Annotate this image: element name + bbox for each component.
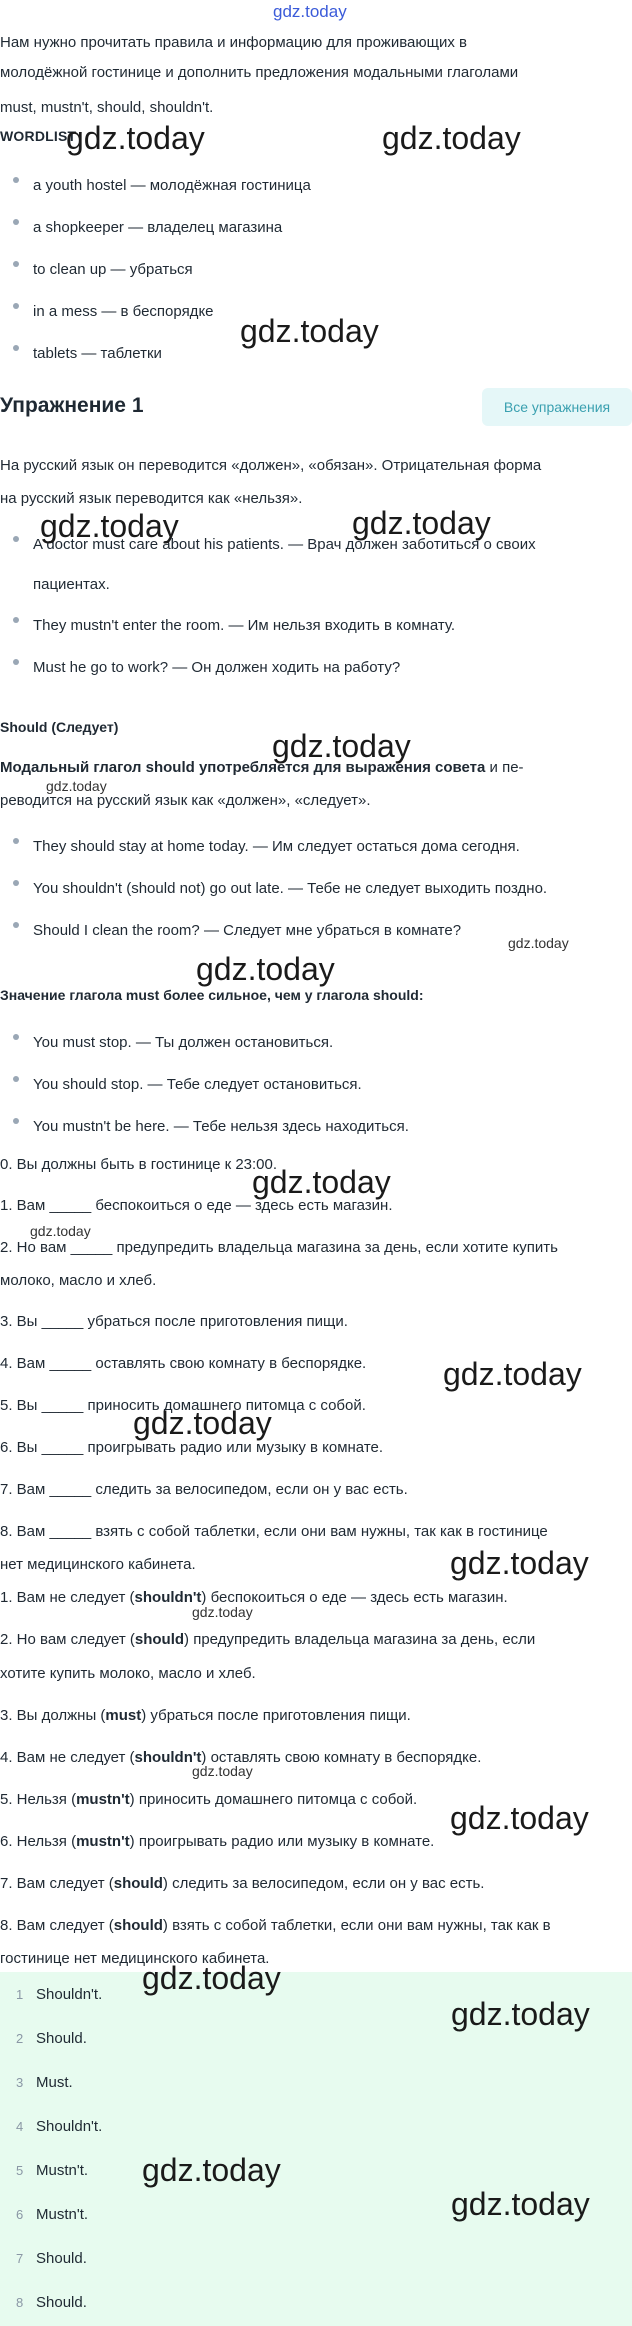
answer-text: Should. — [36, 2030, 87, 2047]
task-line: 4. Вам _____ оставлять свою комнату в беспорядке. — [0, 1355, 367, 1372]
watermark: gdz.today — [443, 1356, 582, 1392]
task-line: 0. Вы должны быть в гостинице к 23:00. — [0, 1156, 278, 1173]
answer-row — [0, 2104, 632, 2149]
section-header — [0, 388, 632, 428]
task-line: 7. Вам _____ следить за велосипедом, если он у вас есть. — [0, 1481, 408, 1498]
filled-post: ) оставлять свою комнату в беспорядке. — [201, 1749, 482, 1766]
filled-modal: should — [134, 1631, 185, 1648]
filled-post: ) следить за велосипедом, если он у вас есть. — [162, 1875, 485, 1892]
filled-line — [0, 1827, 620, 1857]
intro-line-1: Нам нужно прочитать правила и информацию для проживающих в — [0, 34, 467, 51]
compare-heading: Значение глагола must более сильное, чем у глагола should: — [0, 987, 424, 1003]
filled-line — [0, 1625, 620, 1655]
watermark: gdz.today — [196, 951, 335, 987]
filled-pre: гостинице нет медицинского кабинета. — [0, 1950, 270, 1967]
example-item: Should I clean the room? — Следует мне убраться в комнате? — [0, 922, 547, 964]
watermark-logo: gdz.today — [273, 2, 347, 21]
filled-line — [0, 1659, 620, 1689]
filled-modal: mustn't — [76, 1791, 130, 1808]
filled-line — [0, 1785, 620, 1815]
example-item: Must he go to work? — Он должен ходить на работу? — [0, 659, 455, 701]
filled-pre: 1. Вам не следует ( — [0, 1589, 135, 1606]
watermark: gdz.today — [508, 935, 569, 951]
answer-text: Should. — [36, 2294, 87, 2311]
should-rule-line-1 — [0, 753, 620, 783]
filled-modal: shouldn't — [134, 1589, 202, 1606]
answer-number: 7 — [16, 2251, 24, 2266]
should-heading: Should (Следует) — [0, 719, 119, 735]
filled-modal: should — [113, 1917, 163, 1934]
example-item: You shouldn't (should not) go out late. — Тебе не следует выходить поздно. — [0, 880, 547, 922]
answer-text: Mustn't. — [36, 2162, 89, 2179]
answer-text: Shouldn't. — [36, 2118, 103, 2135]
wordlist-item: tablets — таблетки — [0, 345, 311, 387]
answer-number: 5 — [16, 2163, 24, 2178]
filled-line — [0, 1701, 620, 1731]
wordlist-title: WORDLIST — [0, 128, 77, 144]
watermark: gdz.today — [30, 1223, 91, 1239]
filled-pre: 3. Вы должны ( — [0, 1707, 106, 1724]
must-rule-line-2: на русский язык переводится как «нельзя». — [0, 490, 303, 507]
answer-number: 1 — [16, 1987, 24, 2002]
watermark: gdz.today — [192, 1763, 253, 1779]
watermark: gdz.today — [66, 120, 205, 156]
example-item: You must stop. — Ты должен остановиться. — [0, 1034, 409, 1076]
task-line: 2. Но вам _____ предупредить владельца магазина за день, если хотите купить — [0, 1239, 558, 1256]
watermark: gdz.today — [46, 778, 107, 794]
task-line: 3. Вы _____ убраться после приготовления пищи. — [0, 1313, 348, 1330]
filled-line — [0, 1743, 620, 1773]
filled-modal: must — [105, 1707, 142, 1724]
answer-text: Should. — [36, 2250, 87, 2267]
answer-row — [0, 2236, 632, 2281]
filled-pre: 6. Нельзя ( — [0, 1833, 77, 1850]
answer-number: 6 — [16, 2207, 24, 2222]
filled-pre: 8. Вам следует ( — [0, 1917, 114, 1934]
filled-modal: shouldn't — [134, 1749, 202, 1766]
all-exercises-button[interactable]: Все упражнения — [482, 388, 632, 426]
answer-row — [0, 2280, 632, 2325]
watermark: gdz.today — [450, 1800, 589, 1836]
watermark: gdz.today — [252, 1164, 391, 1200]
compare-examples — [0, 1034, 409, 1160]
answer-text: Must. — [36, 2074, 73, 2091]
filled-post: ) убраться после приготовления пищи. — [141, 1707, 411, 1724]
intro-line-3: must, mustn't, should, shouldn't. — [0, 99, 214, 116]
answer-text: Mustn't. — [36, 2206, 89, 2223]
filled-modal: should — [113, 1875, 163, 1892]
filled-pre: 5. Нельзя ( — [0, 1791, 77, 1808]
filled-line — [0, 1911, 620, 1941]
wordlist-list — [0, 177, 311, 387]
answer-row — [0, 2060, 632, 2105]
watermark: gdz.today — [142, 1960, 281, 1996]
answer-row — [0, 2148, 632, 2193]
task-line: молоко, масло и хлеб. — [0, 1272, 157, 1289]
task-line: нет медицинского кабинета. — [0, 1556, 196, 1573]
intro-line-2: молодёжной гостинице и дополнить предложения модальными глаголами — [0, 64, 519, 81]
should-rule-rest: и пе- — [485, 759, 524, 776]
answer-text: Shouldn't. — [36, 1986, 103, 2003]
watermark: gdz.today — [133, 1405, 272, 1441]
must-rule-line-1: На русский язык он переводится «должен», «обязан». Отрицательная форма — [0, 457, 542, 474]
example-item: They mustn't enter the room. — Им нельзя входить в комнату. — [0, 617, 455, 659]
watermark: gdz.today — [450, 1545, 589, 1581]
filled-line — [0, 1583, 620, 1613]
wordlist-item: to clean up — убраться — [0, 261, 311, 303]
filled-pre: 7. Вам следует ( — [0, 1875, 114, 1892]
watermark: gdz.today — [382, 120, 521, 156]
watermark: gdz.today — [192, 1604, 253, 1620]
example-item: They should stay at home today. — Им следует остаться дома сегодня. — [0, 838, 547, 880]
answer-row — [0, 1972, 632, 2017]
filled-line — [0, 1944, 620, 1974]
should-rule-bold: Модальный глагол should употребляется для выражения совета — [0, 759, 486, 776]
example-item: You mustn't be here. — Тебе нельзя здесь находиться. — [0, 1118, 409, 1160]
task-line: 8. Вам _____ взять с собой таблетки, если они вам нужны, так как в гостинице — [0, 1523, 548, 1540]
must-examples-2 — [0, 617, 455, 701]
answers-panel — [0, 1972, 632, 2326]
filled-post: ) предупредить владельца магазина за день, если — [184, 1631, 536, 1648]
task-line: 1. Вам _____ беспокоиться о еде — здесь есть магазин. — [0, 1197, 393, 1214]
filled-pre: 4. Вам не следует ( — [0, 1749, 135, 1766]
answer-number: 3 — [16, 2075, 24, 2090]
answer-row — [0, 2192, 632, 2237]
filled-post: ) проигрывать радио или музыку в комнате. — [129, 1833, 435, 1850]
filled-post: ) приносить домашнего питомца с собой. — [129, 1791, 418, 1808]
watermark: gdz.today — [40, 508, 179, 544]
task-line: 6. Вы _____ проигрывать радио или музыку в комнате. — [0, 1439, 384, 1456]
answer-number: 8 — [16, 2295, 24, 2310]
filled-line — [0, 1869, 620, 1899]
section-title: Упражнение 1 — [0, 394, 144, 417]
should-rule-line-2: реводится на русский язык как «должен», «следует». — [0, 792, 371, 809]
watermark: gdz.today — [142, 2152, 281, 2188]
filled-modal: mustn't — [76, 1833, 130, 1850]
filled-pre: 2. Но вам следует ( — [0, 1631, 135, 1648]
watermark: gdz.today — [272, 728, 411, 764]
watermark: gdz.today — [240, 313, 379, 349]
answer-number: 2 — [16, 2031, 24, 2046]
watermark: gdz.today — [451, 2186, 590, 2222]
answer-row — [0, 2016, 632, 2061]
wordlist-item: a shopkeeper — владелец магазина — [0, 219, 311, 261]
wordlist-item: in a mess — в беспорядке — [0, 303, 311, 345]
example-continuation: пациентах. — [33, 576, 110, 593]
should-examples — [0, 838, 547, 964]
wordlist-item: a youth hostel — молодёжная гостиница — [0, 177, 311, 219]
example-item: A doctor must care about his patients. — Врач должен заботиться о своих — [0, 536, 536, 578]
filled-post: ) беспокоиться о еде — здесь есть магазин. — [201, 1589, 508, 1606]
example-item: You should stop. — Тебе следует остановиться. — [0, 1076, 409, 1118]
task-line: 5. Вы _____ приносить домашнего питомца с собой. — [0, 1397, 366, 1414]
watermark: gdz.today — [352, 505, 491, 541]
filled-pre: хотите купить молоко, масло и хлеб. — [0, 1665, 256, 1682]
answer-number: 4 — [16, 2119, 24, 2134]
filled-post: ) взять с собой таблетки, если они вам нужны, так как в — [162, 1917, 551, 1934]
watermark: gdz.today — [451, 1996, 590, 2032]
